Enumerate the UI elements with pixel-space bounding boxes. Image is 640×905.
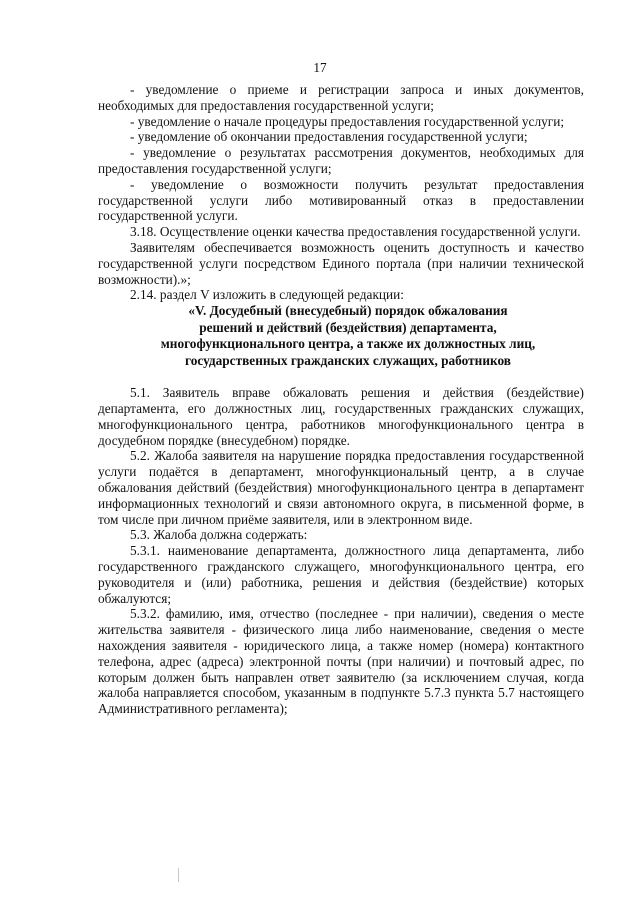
paragraph-5-3-1: 5.3.1. наименование департамента, должностного лица департамента, либо государственного гражданского служащего, многофункционального центра, его руководителя и (или) работника, решения и действия (бездействие) которых обжалуются; bbox=[98, 543, 584, 606]
paragraph-3-18: 3.18. Осуществление оценки качества предоставления государственной услуги. bbox=[130, 224, 581, 240]
heading-line-2: решений и действий (бездействия) департамента, bbox=[199, 319, 497, 335]
page-number: 17 bbox=[313, 60, 327, 75]
paragraph-5-3-2: 5.3.2. фамилию, имя, отчество (последнее - при наличии), сведения о месте жительства заявителя - физического лица либо наименование, сведения о месте нахождения заявителя - юридического лица, а также номер (номера) контактного телефона, адрес (адреса) электронной почты (при наличии) и почтовый адрес, по которым должен быть направлен ответ заявителю (за исключением случая, когда жалоба направляется способом, указанным в подпункте 5.7.3 пункта 5.7 настоящего Административного регламента); bbox=[98, 606, 584, 717]
paragraph-notice-start: - уведомление о начале процедуры предоставления государственной услуги; bbox=[130, 113, 565, 129]
paragraph-notice-results: - уведомление о результатах рассмотрения документов, необходимых для предоставления государственной услуги; bbox=[98, 145, 584, 176]
paragraph-2-14: 2.14. раздел V изложить в следующей редакции: bbox=[130, 287, 404, 303]
paragraph-applicants-evaluation: Заявителям обеспечивается возможность оценить доступность и качество государственной услуги посредством Единого портала (при наличии технической возможности).»; bbox=[98, 239, 584, 287]
heading-line-4: государственных гражданских служащих, работников bbox=[185, 352, 511, 368]
heading-line-1: «V. Досудебный (внесудебный) порядок обжалования bbox=[188, 303, 508, 319]
paragraph-notice-receipt: - уведомление о приеме и регистрации запроса и иных документов, необходимых для предоставления государственной услуги; bbox=[98, 82, 584, 113]
scan-mark bbox=[178, 868, 179, 882]
heading-line-3: многофункционального центра, а также их должностных лиц, bbox=[160, 336, 536, 352]
paragraph-5-1: 5.1. Заявитель вправе обжаловать решения и действия (бездействие) департамента, его должностных лиц, государственных гражданских служащих, многофункционального центра, работников многофункционального центра в досудебном порядке (внесудебном) порядке. bbox=[98, 385, 584, 448]
paragraph-5-3: 5.3. Жалоба должна содержать: bbox=[130, 527, 308, 543]
paragraph-notice-possibility: - уведомление о возможности получить результат предоставления государственной услуги либо мотивированный отказ в предоставлении государственной услуги. bbox=[98, 176, 584, 224]
paragraph-notice-end: - уведомление об окончании предоставления государственной услуги; bbox=[130, 129, 528, 145]
section-v-heading bbox=[98, 303, 584, 369]
paragraph-5-2: 5.2. Жалоба заявителя на нарушение порядка предоставления государственной услуги подаётся в департамент, многофункциональный центр, а в случае обжалования действий (бездействия) многофункционального центра в департамент информационных технологий и связи автономного округа, в письменной форме, в том числе при личном приёме заявителя, или в электронном виде. bbox=[98, 448, 584, 527]
document-body bbox=[98, 82, 584, 717]
